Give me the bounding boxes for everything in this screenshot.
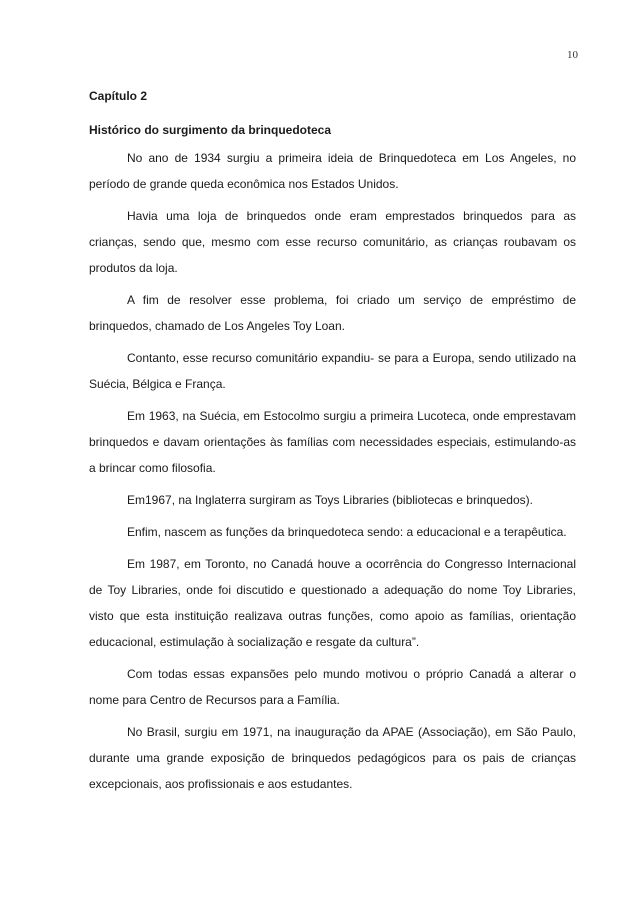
paragraph: Em 1963, na Suécia, em Estocolmo surgiu a primeira Lucoteca, onde emprestavam brinquedos e davam orientações às famílias com necessidades especiais, estimulando-as a brincar como filosofia. (89, 409, 576, 475)
paragraph: No Brasil, surgiu em 1971, na inauguração da APAE (Associação), em São Paulo, durante uma grande exposição de brinquedos pedagógicos para os pais de crianças excepcionais, aos profissionais e aos estudantes. (89, 725, 576, 791)
paragraph: No ano de 1934 surgiu a primeira ideia de Brinquedoteca em Los Angeles, no período de grande queda econômica nos Estados Unidos. (89, 151, 576, 191)
paragraph: Em1967, na Inglaterra surgiram as Toys Libraries (bibliotecas e brinquedos). (127, 493, 533, 507)
document-body (89, 86, 576, 797)
page-number: 10 (567, 49, 578, 61)
paragraph: Contanto, esse recurso comunitário expandiu- se para a Europa, sendo utilizado na Suécia, Bélgica e França. (89, 351, 576, 391)
section-title: Histórico do surgimento da brinquedoteca (89, 123, 332, 137)
paragraph: Com todas essas expansões pelo mundo motivou o próprio Canadá a alterar o nome para Centro de Recursos para a Família. (89, 667, 576, 707)
chapter-label: Capítulo 2 (89, 89, 148, 103)
paragraph: Havia uma loja de brinquedos onde eram emprestados brinquedos para as crianças, sendo que, mesmo com esse recurso comunitário, as crianças roubavam os produtos da loja. (89, 209, 576, 275)
paragraph: Em 1987, em Toronto, no Canadá houve a ocorrência do Congresso Internacional de Toy Libraries, onde foi discutido e questionado a adequação do nome Toy Libraries, visto que esta instituição realizava outras funções, como apoio as famílias, orientação educacional, estimulação à socialização e resgate da cultura”. (89, 557, 576, 649)
paragraph: A fim de resolver esse problema, foi criado um serviço de empréstimo de brinquedos, chamado de Los Angeles Toy Loan. (89, 293, 576, 333)
paragraph: Enfim, nascem as funções da brinquedoteca sendo: a educacional e a terapêutica. (127, 525, 567, 539)
